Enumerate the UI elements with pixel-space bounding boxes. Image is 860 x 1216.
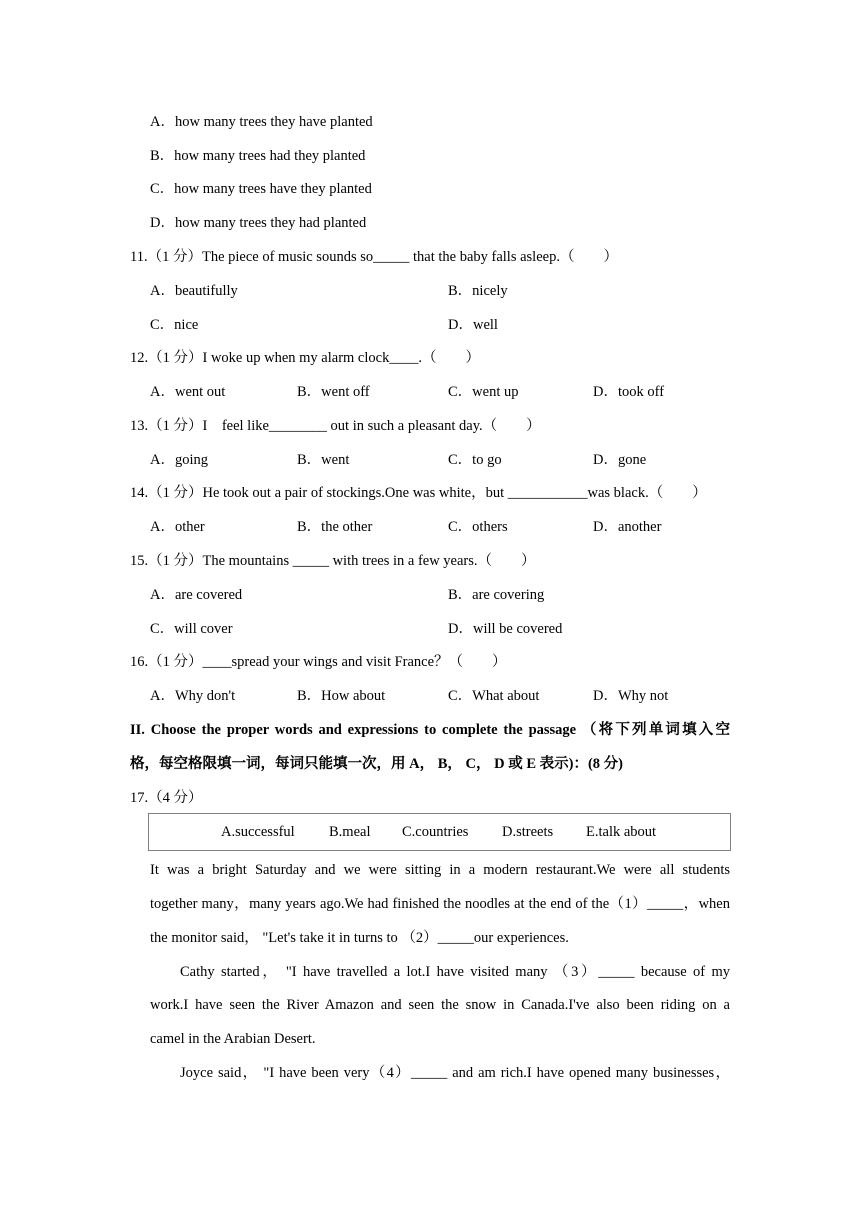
q13-stem: 13.（1 分）I feel like________ out in such a pleasant day.（ ） [130,418,541,434]
q12-stem: 12.（1 分）I woke up when my alarm clock____.（ ） [130,350,480,366]
q16-option-c: C．What about [448,688,540,704]
q15-option-a: A．are covered [150,587,243,603]
q12-option-c: C．went up [448,384,519,400]
word-bank-item: D.streets [502,824,554,840]
q10-option-d: D．how many trees they had planted [150,215,367,231]
passage-line: camel in the Arabian Desert. [150,1031,316,1047]
q13-option-b: B．went [297,452,350,468]
q14-option-a: A．other [150,519,205,535]
q14-option-d: D．another [593,519,662,535]
passage-line: the monitor said， "Let's take it in turns to （2）_____our experiences. [150,930,569,946]
q13-option-d: D．gone [593,452,647,468]
q11-stem: 11.（1 分）The piece of music sounds so_____ that the baby falls asleep.（ ） [130,249,618,265]
passage-line: together many，many years ago.We had finished the noodles at the end of the（1）_____，when [150,896,730,912]
q13-option-c: C．to go [448,452,502,468]
q17-stem: 17.（4 分） [130,790,203,806]
passage-line: Cathy started， "I have travelled a lot.I have visited many （3）_____ because of my [180,964,730,980]
q16-option-a: A．Why don't [150,688,236,704]
q15-option-d: D．will be covered [448,621,563,637]
q14-option-c: C．others [448,519,508,535]
q11-option-c: C．nice [150,317,199,333]
q10-option-b: B．how many trees had they planted [150,148,366,164]
word-bank-item: A.successful [221,824,295,840]
q16-stem: 16.（1 分）____spread your wings and visit France？（ ） [130,654,507,670]
q14-stem: 14.（1 分）He took out a pair of stockings.One was white，but ___________was black.（ ） [130,485,707,501]
q15-option-c: C．will cover [150,621,233,637]
passage-line: It was a bright Saturday and we were sitting in a modern restaurant.We were all students [150,862,730,878]
q14-option-b: B．the other [297,519,373,535]
word-bank-item: C.countries [402,824,469,840]
q15-stem: 15.（1 分）The mountains _____ with trees in a few years.（ ） [130,553,536,569]
q13-option-a: A．going [150,452,208,468]
word-bank-box [148,813,731,851]
q12-option-b: B．went off [297,384,370,400]
word-bank-item: E.talk about [586,824,657,840]
passage-line: Joyce said， "I have been very（4）_____ and am rich.I have opened many businesses， [180,1065,730,1081]
q11-option-a: A．beautifully [150,283,238,299]
section-2-heading-line-1: II. Choose the proper words and expressions to complete the passage （将下列单词填入空 [130,722,730,738]
q10-option-a: A．how many trees they have planted [150,114,373,130]
passage-line: work.I have seen the River Amazon and seen the snow in Canada.I've also been riding on a [150,997,730,1013]
q16-option-b: B．How about [297,688,386,704]
section-2-heading-line-2: 格，每空格限填一词，每词只能填一次，用 A， B， C， D 或 E 表示)：(8 分) [130,756,623,772]
word-bank-item: B.meal [329,824,371,840]
q11-option-d: D．well [448,317,498,333]
q12-option-d: D．took off [593,384,665,400]
q10-option-c: C．how many trees have they planted [150,181,372,197]
q15-option-b: B．are covering [448,587,545,603]
q11-option-b: B．nicely [448,283,508,299]
q12-option-a: A．went out [150,384,226,400]
q16-option-d: D．Why not [593,688,669,704]
